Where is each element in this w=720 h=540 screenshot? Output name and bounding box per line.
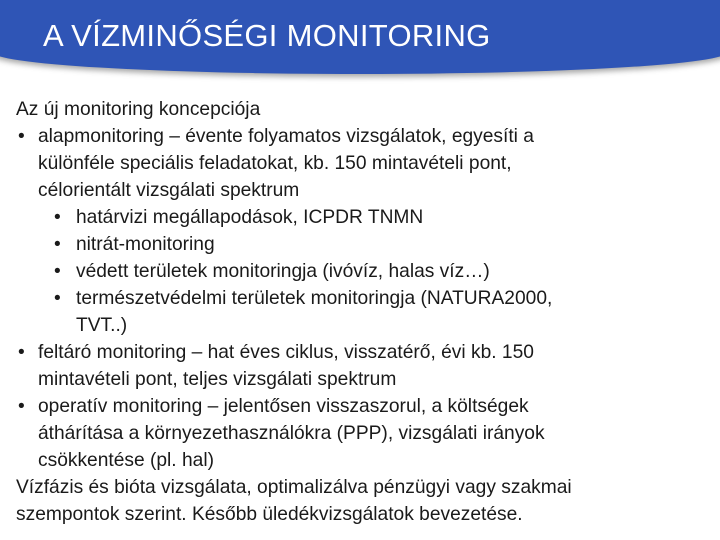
text-line: TVT..) [76, 315, 128, 336]
bullet-text [76, 204, 712, 231]
subbullet-item-termeszetvedelmi [16, 285, 712, 339]
bullet-text [38, 339, 712, 393]
bullet-icon: • [18, 342, 25, 363]
closing-line: Vízfázis és bióta vizsgálata, optimalizálva pénzügyi vagy szakmai [16, 477, 572, 498]
bullet-text [38, 123, 712, 204]
bullet-item-operativ [16, 393, 712, 474]
bullet-text [76, 231, 712, 258]
slide-header [0, 0, 720, 90]
closing-line: szempontok szerint. Később üledékvizsgálatok bevezetése. [16, 504, 523, 525]
bullet-text [38, 393, 712, 474]
text-line: nitrát-monitoring [76, 234, 215, 255]
text-line: védett területek monitoringja (ivóvíz, halas víz…) [76, 261, 490, 282]
bullet-icon: • [54, 288, 61, 309]
subbullet-item-hatarvizi [16, 204, 712, 231]
text-line: feltáró monitoring – hat éves ciklus, visszatérő, évi kb. 150 [38, 342, 534, 363]
bullet-item-feltaro [16, 339, 712, 393]
bullet-text [76, 258, 712, 285]
subbullet-item-nitrat [16, 231, 712, 258]
text-line: alapmonitoring – évente folyamatos vizsgálatok, egyesíti a [38, 126, 534, 147]
intro-line: Az új monitoring koncepciója [16, 99, 261, 120]
bullet-icon: • [54, 234, 61, 255]
text-line: mintavételi pont, teljes vizsgálati spektrum [38, 369, 397, 390]
text-line: áthárítása a környezethasználókra (PPP), vizsgálati irányok [38, 423, 545, 444]
slide-title: A VÍZMINŐSÉGI MONITORING [43, 18, 491, 53]
text-line: különféle speciális feladatokat, kb. 150 mintavételi pont, [38, 153, 512, 174]
text-line: operatív monitoring – jelentősen visszaszorul, a költségek [38, 396, 529, 417]
bullet-icon: • [54, 207, 61, 228]
text-line: célorientált vizsgálati spektrum [38, 180, 300, 201]
text-line: csökkentése (pl. hal) [38, 450, 214, 471]
bullet-item-alapmonitoring [16, 123, 712, 204]
bullet-icon: • [18, 126, 25, 147]
slide-body [16, 96, 712, 528]
subbullet-item-vedett [16, 258, 712, 285]
bullet-icon: • [54, 261, 61, 282]
text-line: természetvédelmi területek monitoringja (NATURA2000, [76, 288, 553, 309]
bullet-text [76, 285, 712, 339]
text-line: határvizi megállapodások, ICPDR TNMN [76, 207, 424, 228]
bullet-icon: • [18, 396, 25, 417]
